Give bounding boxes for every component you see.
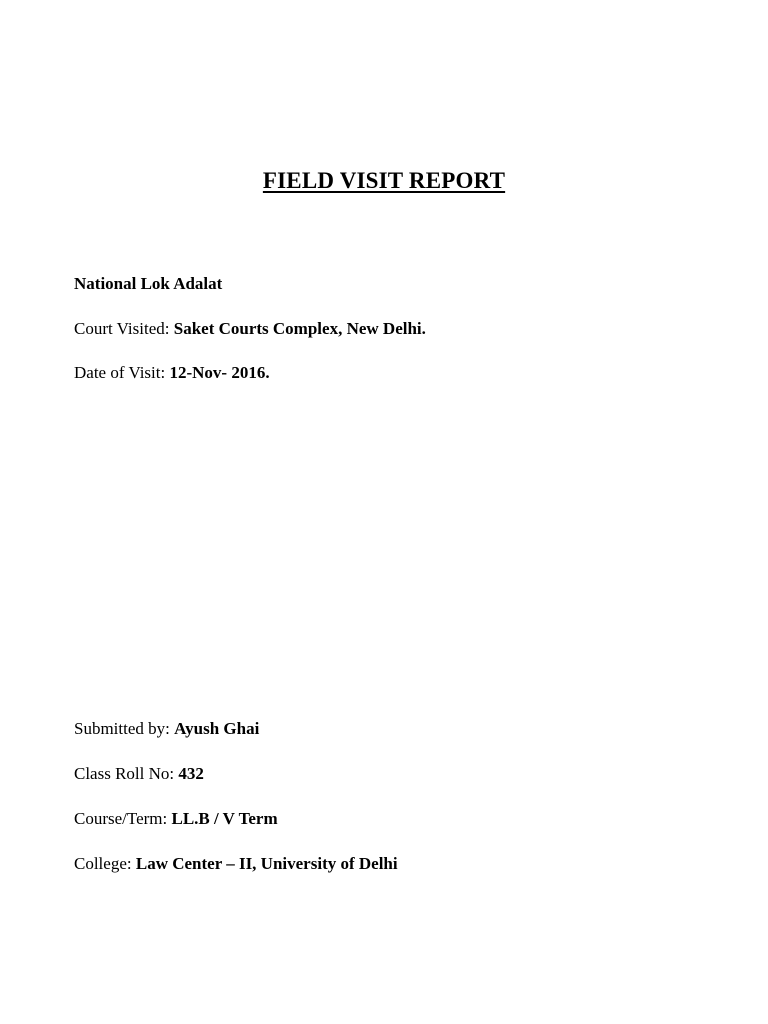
college-line	[74, 854, 398, 874]
course-term-label: Course/Term:	[74, 809, 172, 828]
class-roll-label: Class Roll No:	[74, 764, 179, 783]
date-of-visit-label: Date of Visit:	[74, 363, 170, 382]
date-of-visit-line	[74, 363, 270, 383]
court-visited-line	[74, 319, 426, 339]
college-label: College:	[74, 854, 136, 873]
class-roll-value: 432	[178, 764, 204, 783]
course-term-value: LL.B / V Term	[171, 809, 278, 828]
report-title: FIELD VISIT REPORT	[262, 168, 506, 193]
date-of-visit-value: 12-Nov- 2016.	[169, 363, 270, 382]
class-roll-line	[74, 764, 204, 784]
college-value: Law Center – II, University of Delhi	[135, 854, 398, 873]
submitted-by-value: Ayush Ghai	[174, 719, 260, 738]
court-visited-value: Saket Courts Complex, New Delhi.	[173, 319, 426, 338]
submitted-by-line	[74, 719, 259, 739]
course-term-line	[74, 809, 278, 829]
submitted-by-label: Submitted by:	[74, 719, 175, 738]
court-visited-label: Court Visited:	[74, 319, 174, 338]
event-name: National Lok Adalat	[74, 274, 223, 293]
